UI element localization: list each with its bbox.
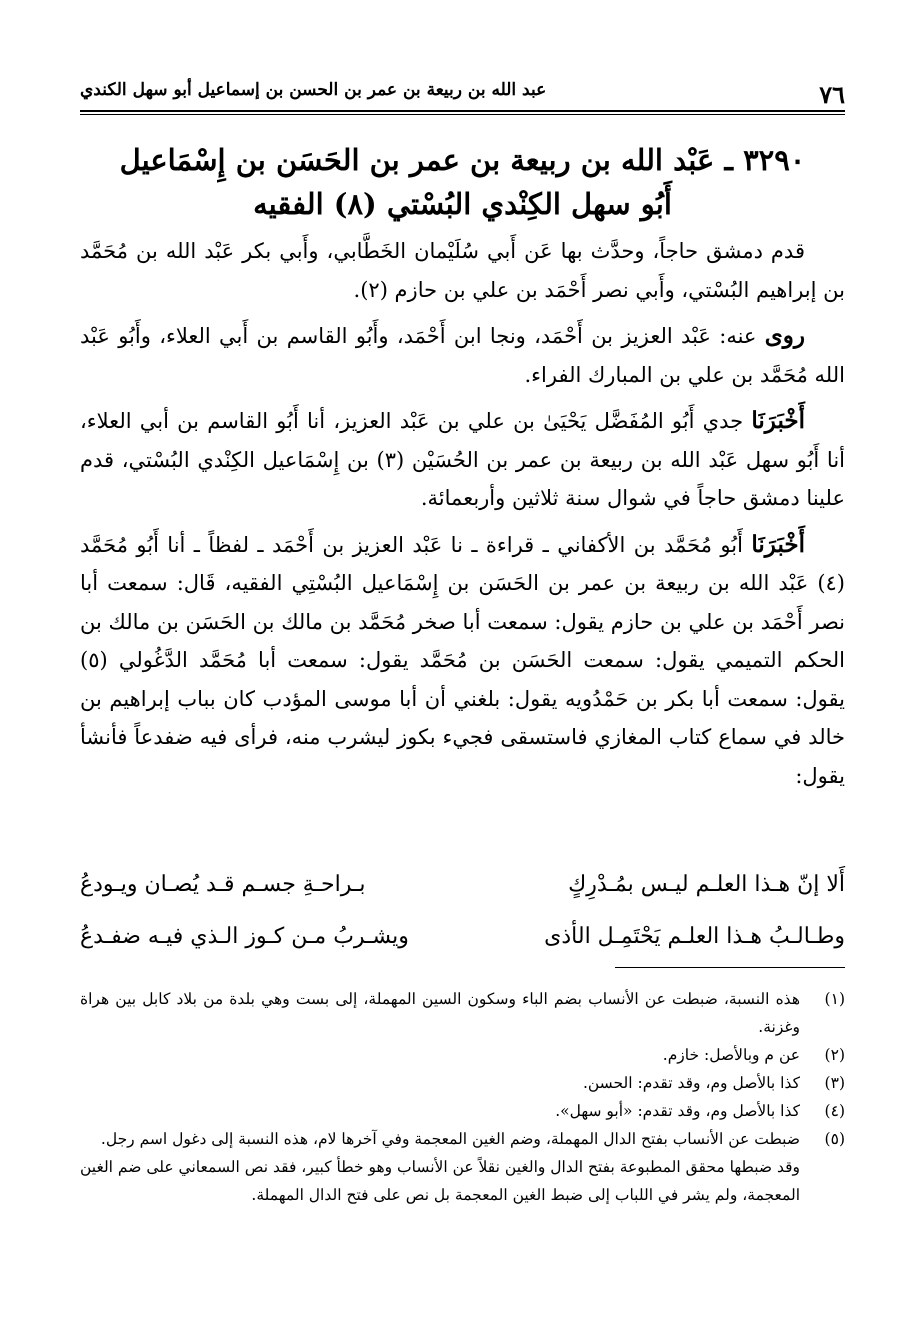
entry-title-line-2: أَبُو سهل الكِنْدي البُسْتي (٨) الفقيه [253, 187, 672, 221]
verse-first-hemistich: وطـالـبُ هـذا العلـم يَحْتَمِـل الأذى [544, 923, 845, 949]
entry-body [80, 232, 845, 803]
footnote-number: (٢) [824, 1046, 845, 1064]
entry-title-line-1: ٣٢٩٠ ـ عَبْد الله بن ربيعة بن عمر بن الحَسَن بن إِسْمَاعيل [119, 143, 806, 177]
paragraph-lead: روى [764, 322, 805, 349]
verse-second-hemistich: بـراحـةِ جسـم قـد يُصـان ويـودعُ [80, 871, 366, 897]
paragraph-text: أَبُو مُحَمَّد بن الأكفاني ـ قراءة ـ نا عَبْد العزيز بن أَحْمَد ـ لفظاً ـ أنا أَبُو مُحَمَّد (٤) عَبْد الله بن ربيعة بن عمر بن الحَسَن بن إِسْمَاعيل البُسْتِي الفقيه، قَال: سمعت أبا نصر أَحْمَد بن علي بن حازم يقول: سمعت أبا صخر مُحَمَّد بن مالك بن الحَسَن بن مالك بن الحكم التميمي يقول: سمعت الحَسَن بن مُحَمَّد يقول: سمعت أبا مُحَمَّد الدَّغُولي (٥) يقول: سمعت أبا بكر بن حَمْدُويه يقول: بلغني أن أبا موسى المؤدب كان بباب إبراهيم بن خالد في سماع كتاب المغازي فاستسقى فجيء بكوز ليشرب منه، فرأى فيه ضفدعاً فأنشأ يقول: [80, 532, 845, 788]
poem [80, 858, 845, 962]
paragraph-lead: أَخْبَرَنَا [751, 530, 805, 558]
paragraph-text: جدي أَبُو المُفَضَّل يَحْيَىٰ بن علي بن عَبْد العزيز، أنا أَبُو القاسم بن أبي العلاء، أنا أَبُو سهل عَبْد الله بن ربيعة بن عمر بن الحُسَيْن (٣) بن إِسْمَاعيل الكِنْدي البُسْتي، قدم علينا دمشق حاجاً في شوال سنة ثلاثين وأربعمائة. [80, 409, 845, 510]
footnote-text: عن م وبالأصل: خازم. [662, 1046, 800, 1064]
footnote-text: هذه النسبة، ضبطت عن الأنساب بضم الباء وسكون السين المهملة، إلى بست وهي بلدة من بلاد كابل بين هراة وغزنة. [80, 990, 800, 1036]
verse-first-hemistich: أَلا إنّ هـذا العلـم ليـس بمُـدْرِكٍ [568, 871, 845, 897]
header-rule [80, 110, 845, 112]
footnote-number: (١) [824, 990, 845, 1008]
footnote-text: كذا بالأصل وم، وقد تقدم: «أبو سهل». [555, 1102, 800, 1120]
footnote-text: كذا بالأصل وم، وقد تقدم: الحسن. [582, 1074, 800, 1092]
header-rule-thin [80, 114, 845, 115]
poem-verse [80, 910, 845, 962]
footnote [80, 1097, 845, 1125]
paragraph-lead: أَخْبَرَنَا [751, 407, 805, 434]
running-title: عبد الله بن ربيعة بن عمر بن الحسن بن إسماعيل أبو سهل الكندي [80, 80, 547, 100]
paragraph [80, 526, 845, 796]
footnote-text: ضبطت عن الأنساب بفتح الدال المهملة، وضم الغين المعجمة وفي آخرها لام، هذه النسبة إلى دغول اسم رجل. [100, 1130, 800, 1148]
poem-verse [80, 858, 845, 910]
footnote [80, 1125, 845, 1153]
footnote-number: (٤) [824, 1102, 845, 1120]
footnote [80, 1041, 845, 1069]
paragraph [80, 402, 845, 518]
footnote-number: (٣) [824, 1074, 845, 1092]
footnote [80, 985, 845, 1041]
paragraph-text: عنه: عَبْد العزيز بن أَحْمَد، ونجا ابن أَحْمَد، وأَبُو القاسم بن أَبي العلاء، وأَبُو عَبْد الله مُحَمَّد بن علي بن المبارك الفراء. [80, 324, 845, 387]
paragraph-text: قدم دمشق حاجاً، وحدَّث بها عَن أَبي سُلَيْمان الخَطَّابي، وأَبي بكر عَبْد الله بن مُحَمَّد بن إبراهيم البُسْتي، وأَبي نصر أَحْمَد بن علي بن حازم (٢). [80, 239, 845, 302]
footnote-separator [615, 967, 845, 968]
page-number: ٧٦ [819, 80, 845, 109]
paragraph [80, 317, 845, 394]
page-header [80, 80, 845, 112]
footnotes [80, 985, 845, 1209]
footnote-continuation: وقد ضبطها محقق المطبوعة بفتح الدال والغين نقلاً عن الأنساب وهو خطأ كبير، فقد نص السمعاني على ضم الغين المعجمة، ولم يشر في اللباب إلى ضبط الغين المعجمة بل نص على فتح الدال المهملة. [80, 1158, 800, 1204]
paragraph [80, 232, 845, 309]
entry-title [100, 138, 825, 226]
footnote [80, 1069, 845, 1097]
footnote-number: (٥) [824, 1130, 845, 1148]
verse-second-hemistich: ويشـربُ مـن كـوز الـذي فيـه ضفـدعُ [80, 923, 409, 949]
